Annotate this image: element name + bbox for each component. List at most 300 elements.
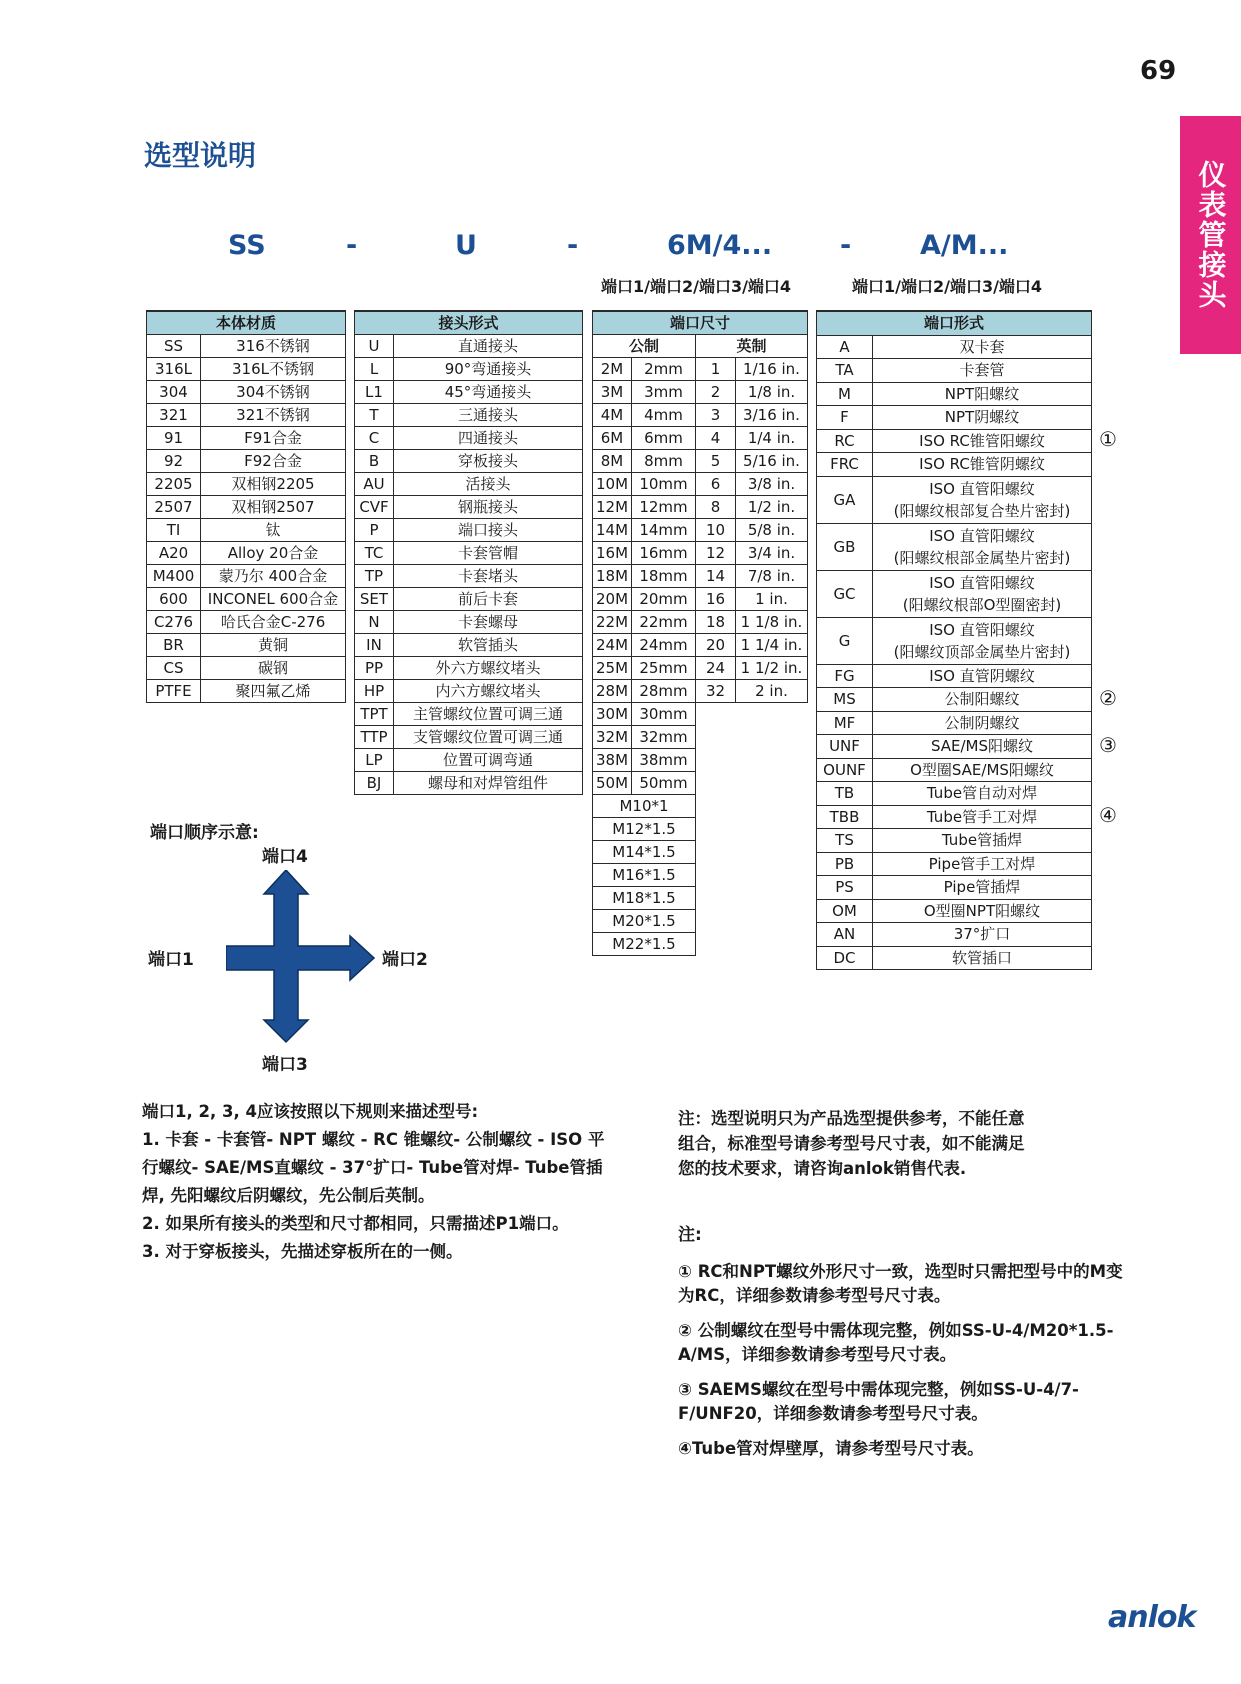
table-row <box>355 519 583 542</box>
imperial-size: 1 1/2 in. <box>736 657 808 680</box>
material-name: F92合金 <box>201 450 346 473</box>
metric-code: 8M <box>593 450 632 473</box>
table-row <box>355 634 583 657</box>
imperial-code: 6 <box>696 473 736 496</box>
material-code: C276 <box>147 611 201 634</box>
imperial-code: 12 <box>696 542 736 565</box>
table-row <box>593 358 808 381</box>
imperial-size: 2 in. <box>736 680 808 703</box>
port-order-label-form: 端口1/端口2/端口3/端口4 <box>852 277 1043 296</box>
table-row <box>817 829 1092 853</box>
port-form-code: G <box>817 617 873 664</box>
table-row <box>147 657 346 680</box>
metric-size: 2mm <box>632 358 696 381</box>
material-name: 316L不锈钢 <box>201 358 346 381</box>
thread-size: M12*1.5 <box>593 818 696 841</box>
imperial-code: 20 <box>696 634 736 657</box>
imperial-size: 1/16 in. <box>736 358 808 381</box>
table-row <box>593 473 808 496</box>
fitting-name: 软管插头 <box>394 634 583 657</box>
table-row <box>817 876 1092 900</box>
fitting-code: TC <box>355 542 394 565</box>
table-row <box>817 664 1092 688</box>
fitting-name: 活接头 <box>394 473 583 496</box>
table-row <box>147 519 346 542</box>
fitting-name: 主管螺纹位置可调三通 <box>394 703 583 726</box>
port-form-desc <box>873 899 1092 923</box>
port-form-text: 卡套管 <box>959 361 1005 380</box>
fitting-name: 前后卡套 <box>394 588 583 611</box>
material-code: 92 <box>147 450 201 473</box>
imperial-subheader: 英制 <box>696 335 808 358</box>
table-row <box>593 496 808 519</box>
imperial-code: 4 <box>696 427 736 450</box>
fitting-name: 内六方螺纹堵头 <box>394 680 583 703</box>
port-form-text: SAE/MS阳螺纹 <box>930 737 1034 756</box>
port-form-desc <box>873 570 1092 617</box>
table-row <box>817 523 1092 570</box>
metric-size: 50mm <box>632 772 696 795</box>
table-row <box>147 542 346 565</box>
table-row <box>355 749 583 772</box>
selection-notice: 注：选型说明只为产品选型提供参考，不能任意组合，标准型号请参考型号尺寸表，如不能满足您的技术要求，请咨询anlok销售代表. <box>678 1109 1025 1178</box>
section-tab-label: 仪表管接头 <box>1194 160 1228 310</box>
port-form-code: OM <box>817 899 873 923</box>
port-size-table <box>592 310 808 956</box>
material-name: 钛 <box>201 519 346 542</box>
table-row <box>355 473 583 496</box>
fitting-code: TTP <box>355 726 394 749</box>
table-row <box>593 657 808 680</box>
imperial-code: 5 <box>696 450 736 473</box>
material-code: A20 <box>147 542 201 565</box>
metric-size: 30mm <box>632 703 696 726</box>
material-name: F91合金 <box>201 427 346 450</box>
port-2-label: 端口2 <box>382 950 428 970</box>
port-form-text: 软管插口 <box>951 948 1012 967</box>
metric-size: 4mm <box>632 404 696 427</box>
table-row <box>147 634 346 657</box>
metric-size: 24mm <box>632 634 696 657</box>
imperial-size: 5/8 in. <box>736 519 808 542</box>
material-name: 聚四氟乙烯 <box>201 680 346 703</box>
imperial-size: 1/8 in. <box>736 381 808 404</box>
cross-arrow-icon <box>226 870 374 1042</box>
notes-heading: 注: <box>678 1225 702 1245</box>
table-row <box>817 429 1092 453</box>
reference-mark: ③ <box>1099 733 1117 757</box>
port-form-subtext: (阳螺纹根部复合垫片密封) <box>893 501 1071 520</box>
fitting-code: C <box>355 427 394 450</box>
table-row <box>147 427 346 450</box>
table-row <box>355 680 583 703</box>
metric-size: 25mm <box>632 657 696 680</box>
fitting-name: 卡套螺母 <box>394 611 583 634</box>
port-form-desc <box>873 923 1092 947</box>
material-name: 321不锈钢 <box>201 404 346 427</box>
table-row <box>817 946 1092 970</box>
fitting-name: 三通接头 <box>394 404 583 427</box>
table-row <box>355 496 583 519</box>
port-rules <box>142 1098 617 1266</box>
code-dash-2: - <box>567 230 579 261</box>
table-row <box>817 570 1092 617</box>
imperial-size: 3/16 in. <box>736 404 808 427</box>
fitting-type-header: 接头形式 <box>355 311 583 335</box>
metric-size: 18mm <box>632 565 696 588</box>
port-form-text: ISO 直管阳螺纹 <box>929 479 1035 498</box>
table-row <box>147 404 346 427</box>
port-form-desc <box>873 946 1092 970</box>
metric-size: 28mm <box>632 680 696 703</box>
section-tab <box>1180 116 1241 354</box>
imperial-code: 16 <box>696 588 736 611</box>
port-form-code: TB <box>817 782 873 806</box>
table-row <box>355 565 583 588</box>
fitting-name: 螺母和对焊管组件 <box>394 772 583 795</box>
metric-code: 24M <box>593 634 632 657</box>
table-row <box>817 758 1092 782</box>
code-size: 6M/4... <box>667 230 773 261</box>
table-row <box>355 542 583 565</box>
port-form-text: 公制阳螺纹 <box>944 690 1020 709</box>
rule-1: 1. 卡套 - 卡套管- NPT 螺纹 - RC 锥螺纹- 公制螺纹 - ISO 平行螺纹- SAE/MS直螺纹 - 37°扩口- Tube管对焊- Tube管插焊, 先阳螺纹后阴螺纹，先公制后英制。 <box>142 1130 605 1205</box>
rule-3: 3. 对于穿板接头，先描述穿板所在的一侧。 <box>142 1242 463 1261</box>
port-form-desc <box>873 876 1092 900</box>
table-row <box>147 335 346 358</box>
port-form-code: PB <box>817 852 873 876</box>
port-4-label: 端口4 <box>262 847 308 867</box>
table-row <box>817 735 1092 759</box>
thread-size: M18*1.5 <box>593 887 696 910</box>
code-dash-1: - <box>346 230 358 261</box>
rules-intro: 端口1, 2, 3, 4应该按照以下规则来描述型号: <box>142 1102 479 1121</box>
metric-code: 30M <box>593 703 632 726</box>
port-3-label: 端口3 <box>262 1055 308 1075</box>
table-row <box>355 335 583 358</box>
table-row <box>593 611 808 634</box>
port-order-diagram <box>226 870 426 1050</box>
table-row <box>817 782 1092 806</box>
imperial-size: 1/4 in. <box>736 427 808 450</box>
metric-size: 14mm <box>632 519 696 542</box>
table-row <box>817 335 1092 359</box>
thread-size: M14*1.5 <box>593 841 696 864</box>
port-form-code: M <box>817 382 873 406</box>
reference-mark: ④ <box>1099 803 1117 827</box>
table-row <box>593 381 808 404</box>
code-form: A/M... <box>920 230 1009 261</box>
table-blank <box>696 795 808 956</box>
fitting-code: IN <box>355 634 394 657</box>
fitting-code: T <box>355 404 394 427</box>
imperial-size: 5/16 in. <box>736 450 808 473</box>
page-number: 69 <box>1140 56 1177 86</box>
fitting-name: 端口接头 <box>394 519 583 542</box>
port-form-code: GA <box>817 476 873 523</box>
code-material: SS <box>228 230 266 261</box>
fitting-code: L <box>355 358 394 381</box>
imperial-size: 1 1/4 in. <box>736 634 808 657</box>
port-form-desc <box>873 406 1092 430</box>
port-form-code: FRC <box>817 453 873 477</box>
table-row <box>147 588 346 611</box>
metric-size: 12mm <box>632 496 696 519</box>
metric-code: 28M <box>593 680 632 703</box>
fitting-code: N <box>355 611 394 634</box>
port-form-text: ISO RC锥管阴螺纹 <box>919 455 1045 474</box>
port-form-code: DC <box>817 946 873 970</box>
fitting-name: 穿板接头 <box>394 450 583 473</box>
material-name: 蒙乃尔 400合金 <box>201 565 346 588</box>
port-form-desc <box>873 829 1092 853</box>
fitting-code: PP <box>355 657 394 680</box>
fitting-name: 外六方螺纹堵头 <box>394 657 583 680</box>
port-form-text: Pipe管插焊 <box>943 878 1021 897</box>
table-row <box>817 711 1092 735</box>
port-form-code: UNF <box>817 735 873 759</box>
table-row <box>355 588 583 611</box>
material-name: INCONEL 600合金 <box>201 588 346 611</box>
table-row <box>355 358 583 381</box>
code-fitting: U <box>455 230 477 261</box>
port-form-desc <box>873 429 1092 453</box>
thread-size: M20*1.5 <box>593 910 696 933</box>
metric-size: 3mm <box>632 381 696 404</box>
imperial-size: 1 1/8 in. <box>736 611 808 634</box>
port-form-code: PS <box>817 876 873 900</box>
fitting-name: 直通接头 <box>394 335 583 358</box>
fitting-type-table <box>354 310 583 795</box>
metric-code: 25M <box>593 657 632 680</box>
imperial-size: 3/4 in. <box>736 542 808 565</box>
fitting-name: 钢瓶接头 <box>394 496 583 519</box>
metric-code: 20M <box>593 588 632 611</box>
table-row <box>355 611 583 634</box>
material-code: M400 <box>147 565 201 588</box>
table-row <box>593 519 808 542</box>
port-form-text: Tube管自动对焊 <box>926 784 1038 803</box>
table-row <box>593 680 808 703</box>
metric-size: 6mm <box>632 427 696 450</box>
table-row <box>147 450 346 473</box>
table-row <box>593 565 808 588</box>
material-code: 600 <box>147 588 201 611</box>
material-name: 304不锈钢 <box>201 381 346 404</box>
metric-size: 22mm <box>632 611 696 634</box>
metric-size: 20mm <box>632 588 696 611</box>
port-form-text: 37°扩口 <box>953 925 1011 944</box>
material-name: 哈氏合金C-276 <box>201 611 346 634</box>
imperial-code: 32 <box>696 680 736 703</box>
table-row <box>593 795 808 818</box>
table-row <box>147 473 346 496</box>
metric-code: 2M <box>593 358 632 381</box>
port-form-code: TBB <box>817 805 873 829</box>
port-form-desc <box>873 758 1092 782</box>
port-form-header: 端口形式 <box>817 311 1092 335</box>
table-row <box>355 427 583 450</box>
port-form-desc <box>873 735 1092 759</box>
fitting-code: CVF <box>355 496 394 519</box>
port-form-text: NPT阳螺纹 <box>944 384 1020 403</box>
fitting-code: B <box>355 450 394 473</box>
port-form-code: MS <box>817 688 873 712</box>
table-row <box>817 923 1092 947</box>
table-row <box>355 772 583 795</box>
table-row <box>817 899 1092 923</box>
table-row <box>355 657 583 680</box>
table-row <box>817 617 1092 664</box>
imperial-size: 1 in. <box>736 588 808 611</box>
port-form-text: 双卡套 <box>959 337 1005 356</box>
material-code: PTFE <box>147 680 201 703</box>
port-form-text: ISO RC锥管阳螺纹 <box>919 431 1045 450</box>
metric-code: 38M <box>593 749 632 772</box>
material-code: 91 <box>147 427 201 450</box>
page-title: 选型说明 <box>144 139 257 172</box>
port-form-code: OUNF <box>817 758 873 782</box>
material-code: TI <box>147 519 201 542</box>
material-name: 双相钢2507 <box>201 496 346 519</box>
imperial-size: 1/2 in. <box>736 496 808 519</box>
port-form-text: Tube管插焊 <box>941 831 1023 850</box>
metric-size: 8mm <box>632 450 696 473</box>
table-row <box>593 404 808 427</box>
fitting-name: 位置可调弯通 <box>394 749 583 772</box>
table-row <box>147 611 346 634</box>
imperial-size: 7/8 in. <box>736 565 808 588</box>
table-row <box>147 565 346 588</box>
table-row <box>355 726 583 749</box>
port-form-text: NPT阴螺纹 <box>944 408 1020 427</box>
note-3: ③ SAEMS螺纹在型号中需体现完整，例如SS-U-4/7-F/UNF20，详细参数请参考型号尺寸表。 <box>678 1380 1079 1423</box>
port-form-desc <box>873 359 1092 383</box>
fitting-code: AU <box>355 473 394 496</box>
table-row <box>355 381 583 404</box>
thread-size: M22*1.5 <box>593 933 696 956</box>
imperial-code: 1 <box>696 358 736 381</box>
table-row <box>593 450 808 473</box>
port-form-desc <box>873 523 1092 570</box>
metric-size: 10mm <box>632 473 696 496</box>
rule-2: 2. 如果所有接头的类型和尺寸都相同，只需描述P1端口。 <box>142 1214 569 1233</box>
thread-size: M16*1.5 <box>593 864 696 887</box>
table-row <box>817 453 1092 477</box>
port-order-title: 端口顺序示意: <box>150 823 259 843</box>
port-form-code: MF <box>817 711 873 735</box>
port-form-desc <box>873 335 1092 359</box>
port-form-code: GB <box>817 523 873 570</box>
port-size-header: 端口尺寸 <box>593 311 808 335</box>
table-row <box>593 703 808 726</box>
metric-size: 38mm <box>632 749 696 772</box>
port-form-code: TS <box>817 829 873 853</box>
port-form-table <box>816 310 1092 970</box>
port-form-text: ISO 直管阳螺纹 <box>929 573 1035 592</box>
fitting-code: LP <box>355 749 394 772</box>
note-4: ④Tube管对焊壁厚，请参考型号尺寸表。 <box>678 1439 984 1458</box>
port-form-desc <box>873 688 1092 712</box>
table-row <box>593 588 808 611</box>
metric-size: 16mm <box>632 542 696 565</box>
material-name: 双相钢2205 <box>201 473 346 496</box>
fitting-code: L1 <box>355 381 394 404</box>
material-name: 碳钢 <box>201 657 346 680</box>
port-form-desc <box>873 664 1092 688</box>
metric-code: 12M <box>593 496 632 519</box>
port-form-subtext: (阳螺纹根部O型圈密封) <box>902 595 1062 614</box>
port-form-text: Pipe管手工对焊 <box>928 854 1036 873</box>
port-form-code: AN <box>817 923 873 947</box>
port-form-text: ISO 直管阳螺纹 <box>929 526 1035 545</box>
table-row <box>817 805 1092 829</box>
metric-code: 50M <box>593 772 632 795</box>
material-code: CS <box>147 657 201 680</box>
thread-size: M10*1 <box>593 795 696 818</box>
table-row <box>355 404 583 427</box>
port-form-text: O型圈SAE/MS阳螺纹 <box>910 760 1054 779</box>
imperial-code: 10 <box>696 519 736 542</box>
table-row <box>355 450 583 473</box>
table-row <box>817 406 1092 430</box>
fitting-code: TPT <box>355 703 394 726</box>
table-row <box>817 688 1092 712</box>
metric-code: 10M <box>593 473 632 496</box>
fitting-code: BJ <box>355 772 394 795</box>
material-code: 2507 <box>147 496 201 519</box>
imperial-code: 14 <box>696 565 736 588</box>
table-row <box>817 476 1092 523</box>
note-2: ② 公制螺纹在型号中需体现完整，例如SS-U-4/M20*1.5-A/MS，详细参数请参考型号尺寸表。 <box>678 1321 1114 1364</box>
table-row <box>593 634 808 657</box>
port-form-text: O型圈NPT阳螺纹 <box>923 901 1041 920</box>
port-form-text: ISO 直管阳螺纹 <box>929 620 1035 639</box>
port-order-label-size: 端口1/端口2/端口3/端口4 <box>601 277 792 296</box>
fitting-name: 卡套堵头 <box>394 565 583 588</box>
brand-logo: anlok <box>1108 1600 1196 1635</box>
port-1-label: 端口1 <box>148 950 194 970</box>
code-dash-3: - <box>840 230 852 261</box>
metric-code: 14M <box>593 519 632 542</box>
port-form-subtext: (阳螺纹顶部金属垫片密封) <box>893 642 1071 661</box>
fitting-code: SET <box>355 588 394 611</box>
material-name: Alloy 20合金 <box>201 542 346 565</box>
fitting-code: P <box>355 519 394 542</box>
port-form-desc <box>873 617 1092 664</box>
port-form-desc <box>873 382 1092 406</box>
metric-code: 16M <box>593 542 632 565</box>
material-code: 304 <box>147 381 201 404</box>
port-form-desc <box>873 453 1092 477</box>
fitting-name: 45°弯通接头 <box>394 381 583 404</box>
port-form-desc <box>873 711 1092 735</box>
metric-size: 32mm <box>632 726 696 749</box>
port-form-desc <box>873 782 1092 806</box>
material-code: SS <box>147 335 201 358</box>
metric-code: 3M <box>593 381 632 404</box>
fitting-code: TP <box>355 565 394 588</box>
fitting-name: 90°弯通接头 <box>394 358 583 381</box>
port-form-text: Tube管手工对焊 <box>926 807 1038 826</box>
port-form-text: ISO 直管阴螺纹 <box>929 666 1035 685</box>
material-code: 316L <box>147 358 201 381</box>
metric-code: 32M <box>593 726 632 749</box>
port-form-code: TA <box>817 359 873 383</box>
table-row <box>817 852 1092 876</box>
metric-code: 4M <box>593 404 632 427</box>
fitting-code: U <box>355 335 394 358</box>
